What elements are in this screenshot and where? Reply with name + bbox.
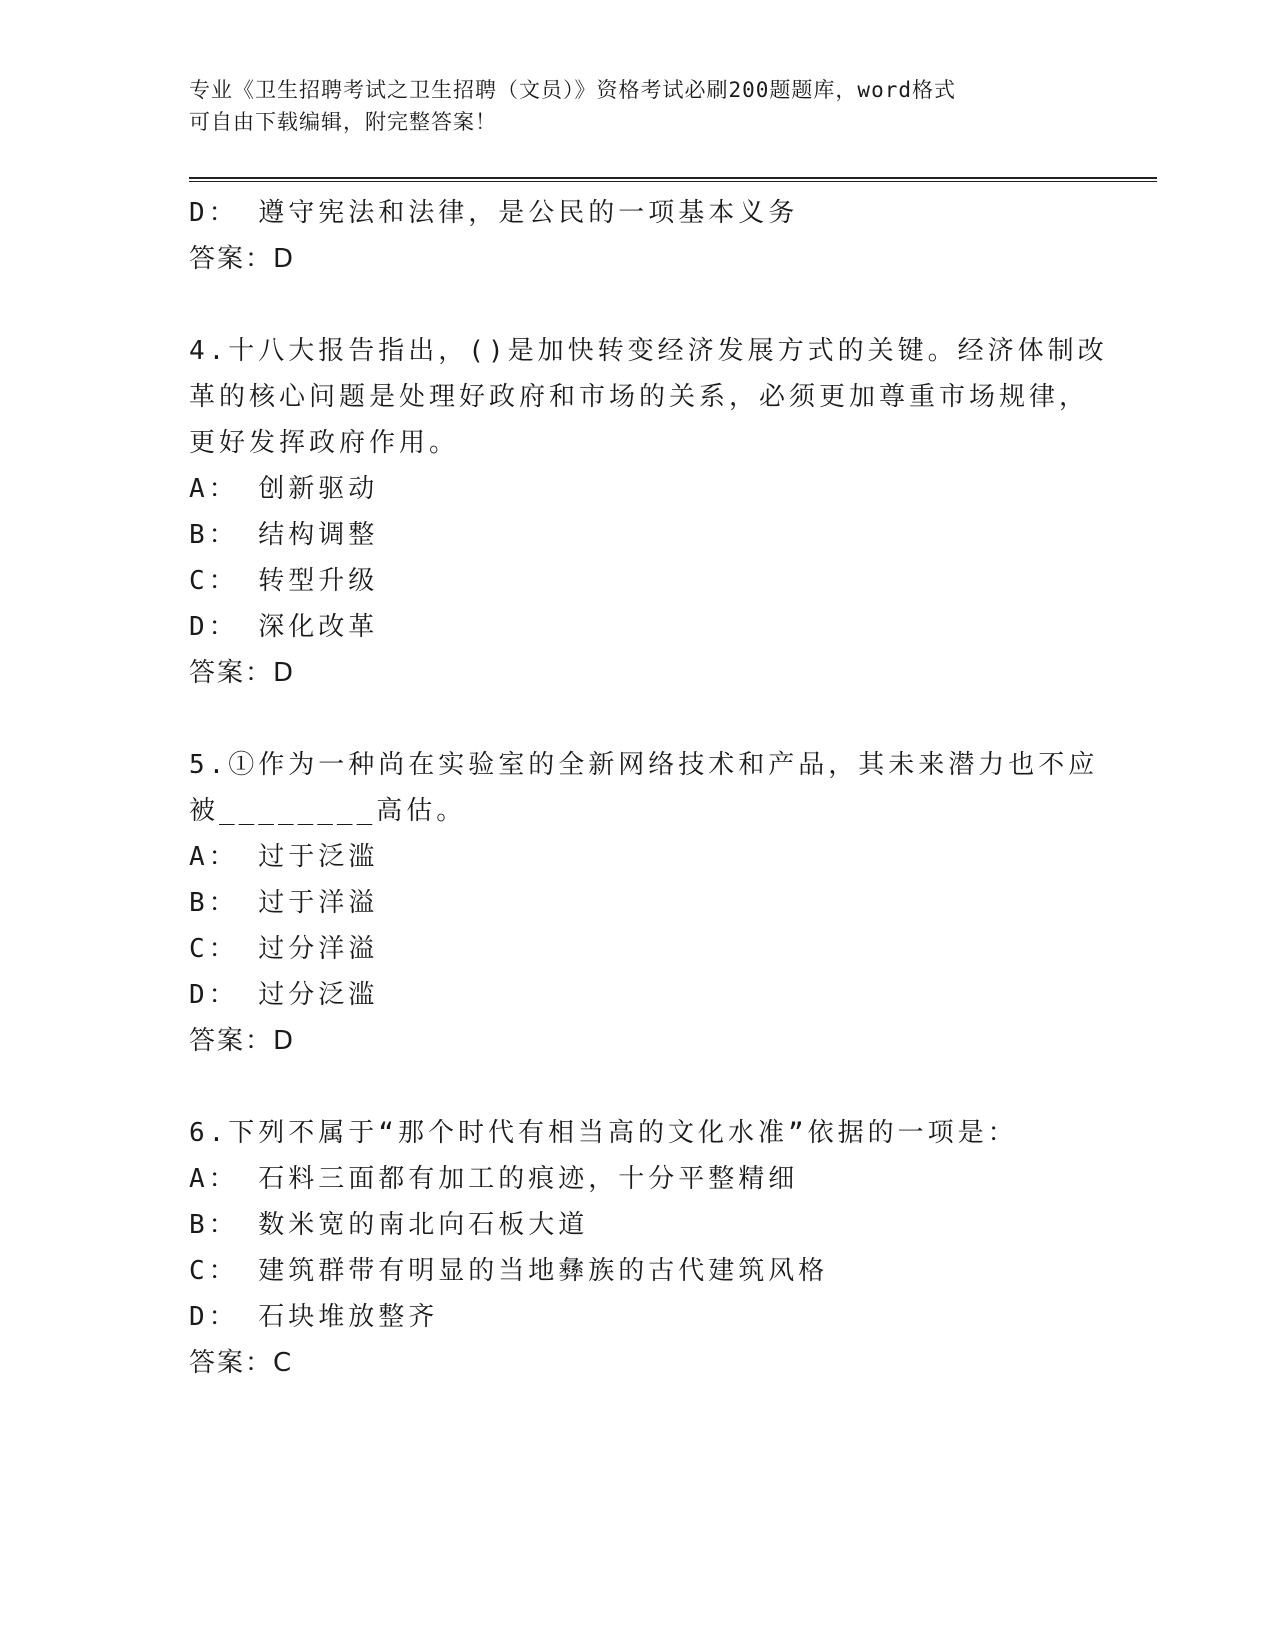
question-line: 6.下列不属于“那个时代有相当高的文化水准”依据的一项是：: [189, 1118, 1018, 1148]
option-d: D： 石块堆放整齐: [189, 1302, 439, 1332]
answer-line: 答案：D: [189, 244, 296, 274]
option-b: B： 结构调整: [189, 520, 379, 550]
option-d: D： 过分泛滥: [189, 980, 379, 1010]
previous-question-tail: [189, 190, 1069, 282]
question-line: 革的核心问题是处理好政府和市场的关系，必须更加尊重市场规律，: [189, 382, 1090, 412]
answer-line: 答案：D: [189, 1026, 296, 1056]
answer-line: 答案：C: [189, 1348, 294, 1378]
option-a: A： 创新驱动: [189, 474, 379, 504]
answer-line: 答案：D: [189, 658, 296, 688]
option-c: C： 建筑群带有明显的当地彝族的古代建筑风格: [189, 1256, 829, 1286]
option-a: A： 过于泛滥: [189, 842, 379, 872]
document-body: [189, 190, 1108, 1432]
question-6: [189, 1110, 1069, 1386]
header-divider: [189, 177, 1157, 182]
option-a: A： 石料三面都有加工的痕迹，十分平整精细: [189, 1164, 799, 1194]
question-line: 被________高估。: [189, 796, 467, 826]
header-line-1: 专业《卫生招聘考试之卫生招聘（文员）》资格考试必刷200题题库，word格式: [189, 78, 956, 102]
question-line: 更好发挥政府作用。: [189, 428, 460, 458]
question-line: 5.①作为一种尚在实验室的全新网络技术和产品，其未来潜力也不应: [189, 750, 1099, 780]
option-b: B： 数米宽的南北向石板大道: [189, 1210, 589, 1240]
option-b: B： 过于洋溢: [189, 888, 379, 918]
question-5: [189, 742, 1099, 1064]
option-d: D： 深化改革: [189, 612, 379, 642]
option-c: C： 过分洋溢: [189, 934, 379, 964]
question-4: [189, 328, 1108, 696]
document-header: [189, 74, 1089, 138]
option-c: C： 转型升级: [189, 566, 379, 596]
option-d: D： 遵守宪法和法律，是公民的一项基本义务: [189, 198, 799, 228]
question-line: 4.十八大报告指出，()是加快转变经济发展方式的关键。经济体制改: [189, 336, 1108, 366]
header-line-2: 可自由下载编辑，附完整答案！: [189, 110, 497, 134]
